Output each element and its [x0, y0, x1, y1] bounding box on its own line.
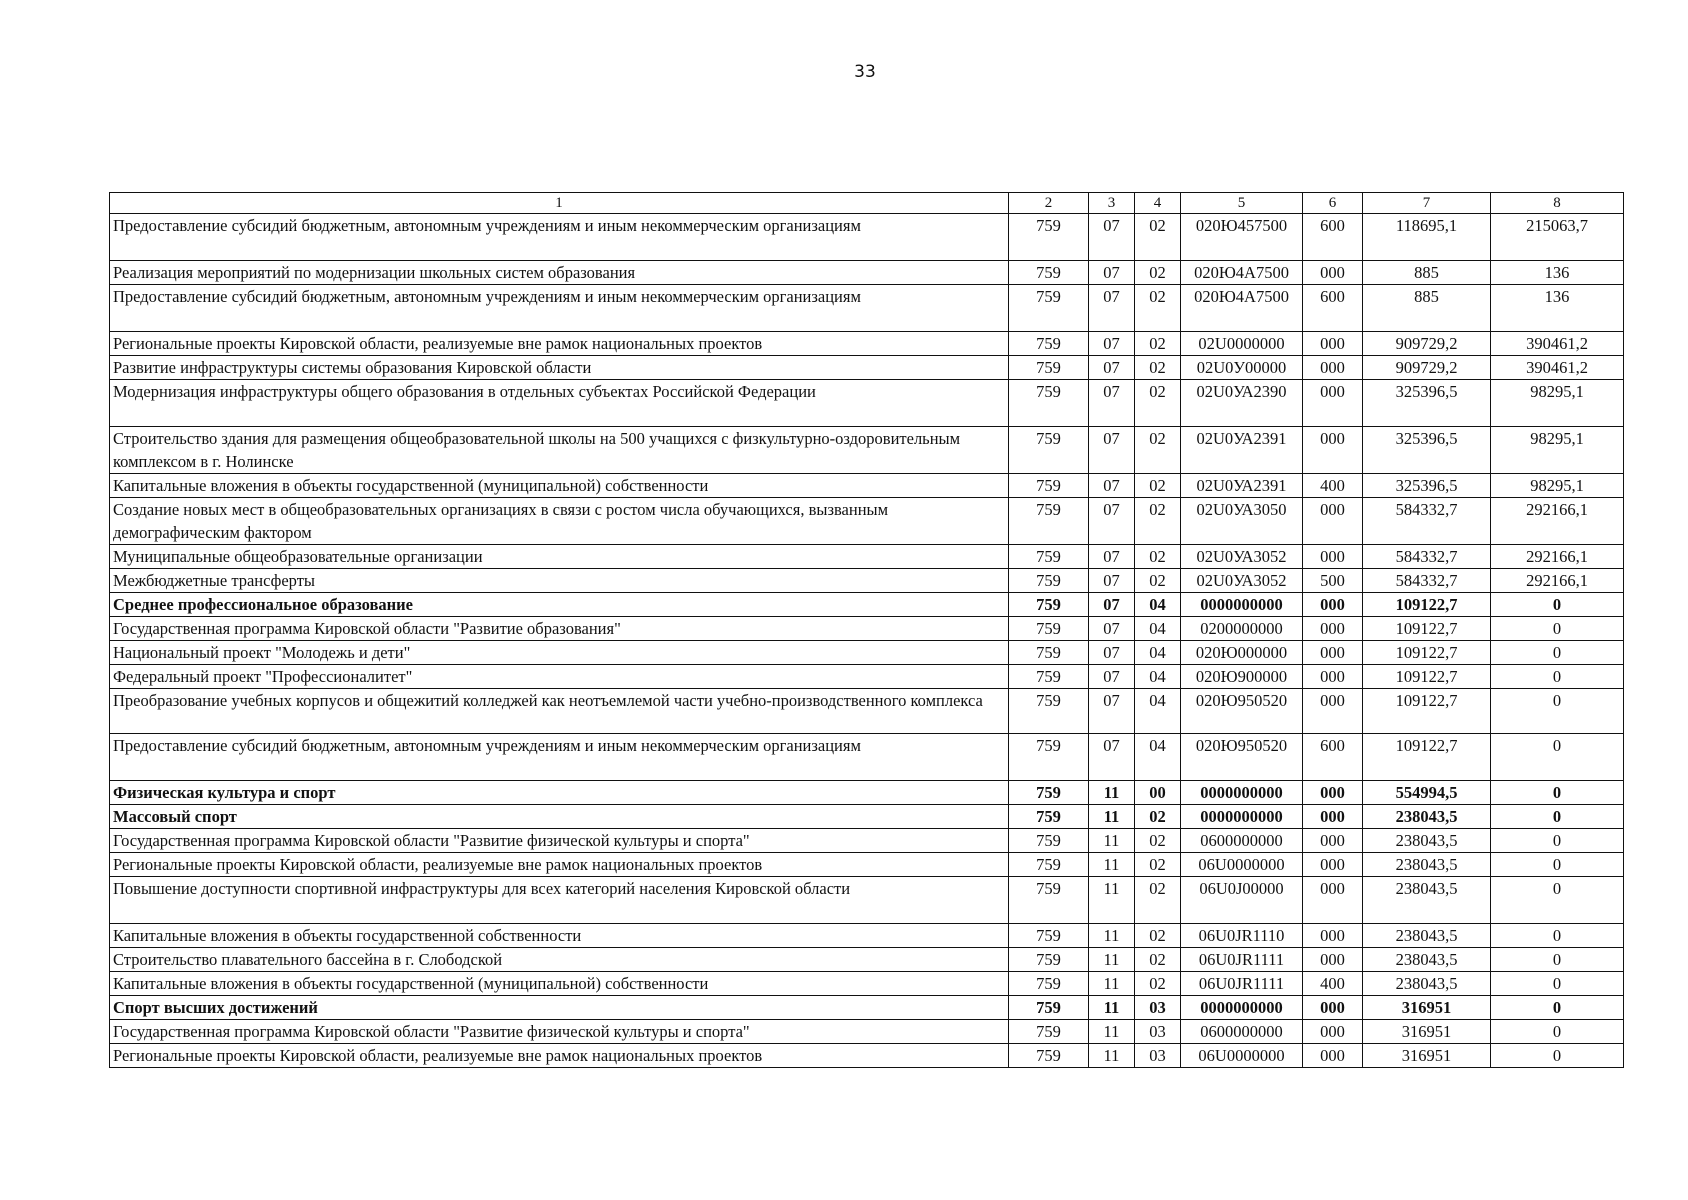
row-ved-cell: 759 [1009, 498, 1089, 545]
row-amount-1-cell: 584332,7 [1363, 569, 1491, 593]
row-amount-1-cell: 325396,5 [1363, 380, 1491, 427]
row-subsection-cell: 02 [1135, 972, 1181, 996]
row-amount-1-cell: 238043,5 [1363, 972, 1491, 996]
table-row [110, 924, 1624, 948]
row-amount-2-cell: 292166,1 [1491, 545, 1624, 569]
row-name-cell: Государственная программа Кировской области "Развитие физической культуры и спорта" [110, 1020, 1009, 1044]
row-expense-type-cell: 000 [1303, 593, 1363, 617]
row-target-code-cell: 06U0000000 [1181, 853, 1303, 877]
row-amount-1-cell: 238043,5 [1363, 805, 1491, 829]
row-amount-2-cell: 0 [1491, 1020, 1624, 1044]
row-ved-cell: 759 [1009, 689, 1089, 734]
row-section-cell: 07 [1089, 593, 1135, 617]
row-amount-1-cell: 238043,5 [1363, 924, 1491, 948]
row-target-code-cell: 02U0УА2391 [1181, 474, 1303, 498]
row-target-code-cell: 0000000000 [1181, 781, 1303, 805]
row-amount-2-cell: 0 [1491, 972, 1624, 996]
table-row [110, 261, 1624, 285]
column-header: 2 [1009, 193, 1089, 214]
row-target-code-cell: 02U0УА2391 [1181, 427, 1303, 474]
row-target-code-cell: 02U0УА3052 [1181, 569, 1303, 593]
table-row [110, 1020, 1624, 1044]
row-amount-1-cell: 885 [1363, 285, 1491, 332]
row-expense-type-cell: 000 [1303, 1020, 1363, 1044]
row-name-cell: Спорт высших достижений [110, 996, 1009, 1020]
table-row [110, 689, 1624, 734]
row-ved-cell: 759 [1009, 474, 1089, 498]
table-row [110, 569, 1624, 593]
row-name-cell: Физическая культура и спорт [110, 781, 1009, 805]
row-target-code-cell: 020Ю4А7500 [1181, 285, 1303, 332]
row-expense-type-cell: 000 [1303, 641, 1363, 665]
row-target-code-cell: 0200000000 [1181, 617, 1303, 641]
row-section-cell: 07 [1089, 261, 1135, 285]
row-amount-2-cell: 0 [1491, 665, 1624, 689]
row-expense-type-cell: 000 [1303, 332, 1363, 356]
row-name-cell: Региональные проекты Кировской области, реализуемые вне рамок национальных проектов [110, 332, 1009, 356]
row-amount-1-cell: 109122,7 [1363, 734, 1491, 781]
row-amount-1-cell: 909729,2 [1363, 332, 1491, 356]
table-row [110, 427, 1624, 474]
row-section-cell: 07 [1089, 641, 1135, 665]
row-name-cell: Реализация мероприятий по модернизации школьных систем образования [110, 261, 1009, 285]
row-ved-cell: 759 [1009, 877, 1089, 924]
row-amount-1-cell: 325396,5 [1363, 474, 1491, 498]
row-subsection-cell: 02 [1135, 332, 1181, 356]
row-target-code-cell: 06U0JR1110 [1181, 924, 1303, 948]
row-target-code-cell: 02U0УА2390 [1181, 380, 1303, 427]
row-target-code-cell: 0600000000 [1181, 829, 1303, 853]
row-name-cell: Национальный проект "Молодежь и дети" [110, 641, 1009, 665]
row-ved-cell: 759 [1009, 285, 1089, 332]
row-subsection-cell: 02 [1135, 877, 1181, 924]
row-amount-2-cell: 215063,7 [1491, 214, 1624, 261]
row-subsection-cell: 02 [1135, 380, 1181, 427]
row-expense-type-cell: 000 [1303, 805, 1363, 829]
row-section-cell: 07 [1089, 332, 1135, 356]
table-row [110, 593, 1624, 617]
row-target-code-cell: 02U0У00000 [1181, 356, 1303, 380]
row-amount-2-cell: 0 [1491, 996, 1624, 1020]
row-expense-type-cell: 000 [1303, 877, 1363, 924]
row-expense-type-cell: 000 [1303, 1044, 1363, 1068]
row-amount-1-cell: 885 [1363, 261, 1491, 285]
row-section-cell: 07 [1089, 214, 1135, 261]
row-target-code-cell: 020Ю000000 [1181, 641, 1303, 665]
row-ved-cell: 759 [1009, 617, 1089, 641]
row-name-cell: Среднее профессиональное образование [110, 593, 1009, 617]
row-target-code-cell: 020Ю457500 [1181, 214, 1303, 261]
row-name-cell: Региональные проекты Кировской области, реализуемые вне рамок национальных проектов [110, 1044, 1009, 1068]
row-amount-2-cell: 0 [1491, 689, 1624, 734]
row-expense-type-cell: 600 [1303, 214, 1363, 261]
row-subsection-cell: 02 [1135, 805, 1181, 829]
column-header: 4 [1135, 193, 1181, 214]
row-subsection-cell: 02 [1135, 924, 1181, 948]
row-ved-cell: 759 [1009, 641, 1089, 665]
row-section-cell: 07 [1089, 427, 1135, 474]
row-amount-2-cell: 0 [1491, 853, 1624, 877]
column-header: 5 [1181, 193, 1303, 214]
table-row [110, 853, 1624, 877]
row-name-cell: Федеральный проект "Профессионалитет" [110, 665, 1009, 689]
row-name-cell: Предоставление субсидий бюджетным, автономным учреждениям и иным некоммерческим организациям [110, 734, 1009, 781]
row-subsection-cell: 02 [1135, 545, 1181, 569]
row-ved-cell: 759 [1009, 1020, 1089, 1044]
table-row [110, 214, 1624, 261]
row-ved-cell: 759 [1009, 924, 1089, 948]
row-expense-type-cell: 000 [1303, 829, 1363, 853]
row-expense-type-cell: 000 [1303, 996, 1363, 1020]
table-row [110, 474, 1624, 498]
table-row [110, 498, 1624, 545]
row-expense-type-cell: 000 [1303, 545, 1363, 569]
row-subsection-cell: 04 [1135, 641, 1181, 665]
row-section-cell: 07 [1089, 617, 1135, 641]
row-section-cell: 07 [1089, 356, 1135, 380]
row-section-cell: 07 [1089, 380, 1135, 427]
row-target-code-cell: 0000000000 [1181, 996, 1303, 1020]
row-expense-type-cell: 400 [1303, 474, 1363, 498]
row-expense-type-cell: 000 [1303, 781, 1363, 805]
table-row [110, 1044, 1624, 1068]
row-amount-2-cell: 0 [1491, 877, 1624, 924]
column-header: 6 [1303, 193, 1363, 214]
column-header: 8 [1491, 193, 1624, 214]
row-section-cell: 11 [1089, 924, 1135, 948]
row-name-cell: Межбюджетные трансферты [110, 569, 1009, 593]
row-ved-cell: 759 [1009, 569, 1089, 593]
row-section-cell: 07 [1089, 665, 1135, 689]
table-row [110, 734, 1624, 781]
row-section-cell: 07 [1089, 569, 1135, 593]
column-header: 1 [110, 193, 1009, 214]
row-name-cell: Региональные проекты Кировской области, реализуемые вне рамок национальных проектов [110, 853, 1009, 877]
row-section-cell: 07 [1089, 689, 1135, 734]
row-ved-cell: 759 [1009, 332, 1089, 356]
row-ved-cell: 759 [1009, 665, 1089, 689]
table-row [110, 641, 1624, 665]
row-subsection-cell: 02 [1135, 285, 1181, 332]
row-subsection-cell: 04 [1135, 593, 1181, 617]
row-subsection-cell: 02 [1135, 948, 1181, 972]
row-amount-1-cell: 109122,7 [1363, 689, 1491, 734]
row-name-cell: Развитие инфраструктуры системы образования Кировской области [110, 356, 1009, 380]
row-subsection-cell: 02 [1135, 498, 1181, 545]
row-section-cell: 11 [1089, 829, 1135, 853]
row-amount-2-cell: 0 [1491, 924, 1624, 948]
row-section-cell: 11 [1089, 877, 1135, 924]
column-header: 3 [1089, 193, 1135, 214]
row-amount-1-cell: 109122,7 [1363, 665, 1491, 689]
row-amount-2-cell: 0 [1491, 641, 1624, 665]
row-subsection-cell: 03 [1135, 996, 1181, 1020]
row-expense-type-cell: 000 [1303, 356, 1363, 380]
budget-table [109, 192, 1624, 1068]
row-ved-cell: 759 [1009, 356, 1089, 380]
row-section-cell: 11 [1089, 948, 1135, 972]
row-name-cell: Повышение доступности спортивной инфраструктуры для всех категорий населения Кировской области [110, 877, 1009, 924]
row-amount-2-cell: 98295,1 [1491, 474, 1624, 498]
row-target-code-cell: 020Ю950520 [1181, 734, 1303, 781]
row-subsection-cell: 04 [1135, 734, 1181, 781]
table-row [110, 877, 1624, 924]
row-amount-2-cell: 390461,2 [1491, 356, 1624, 380]
row-expense-type-cell: 500 [1303, 569, 1363, 593]
row-section-cell: 11 [1089, 1020, 1135, 1044]
row-ved-cell: 759 [1009, 972, 1089, 996]
row-section-cell: 11 [1089, 805, 1135, 829]
row-amount-2-cell: 98295,1 [1491, 427, 1624, 474]
header-row [110, 193, 1624, 214]
row-target-code-cell: 0000000000 [1181, 593, 1303, 617]
row-amount-1-cell: 325396,5 [1363, 427, 1491, 474]
row-subsection-cell: 03 [1135, 1020, 1181, 1044]
row-subsection-cell: 04 [1135, 689, 1181, 734]
row-amount-1-cell: 238043,5 [1363, 948, 1491, 972]
row-name-cell: Капитальные вложения в объекты государственной собственности [110, 924, 1009, 948]
table-row [110, 545, 1624, 569]
row-amount-1-cell: 584332,7 [1363, 498, 1491, 545]
row-amount-2-cell: 292166,1 [1491, 498, 1624, 545]
row-name-cell: Капитальные вложения в объекты государственной (муниципальной) собственности [110, 474, 1009, 498]
row-target-code-cell: 06U0000000 [1181, 1044, 1303, 1068]
row-ved-cell: 759 [1009, 214, 1089, 261]
row-expense-type-cell: 000 [1303, 689, 1363, 734]
row-name-cell: Преобразование учебных корпусов и общежитий колледжей как неотъемлемой части учебно-производственного комплекса [110, 689, 1009, 734]
row-ved-cell: 759 [1009, 853, 1089, 877]
row-amount-2-cell: 0 [1491, 948, 1624, 972]
row-target-code-cell: 02U0000000 [1181, 332, 1303, 356]
row-amount-2-cell: 0 [1491, 617, 1624, 641]
row-ved-cell: 759 [1009, 427, 1089, 474]
row-expense-type-cell: 400 [1303, 972, 1363, 996]
row-name-cell: Создание новых мест в общеобразовательных организациях в связи с ростом числа обучающихся, вызванным демографическим фактором [110, 498, 1009, 545]
table-row [110, 972, 1624, 996]
row-amount-2-cell: 136 [1491, 285, 1624, 332]
row-ved-cell: 759 [1009, 261, 1089, 285]
row-subsection-cell: 02 [1135, 569, 1181, 593]
table-row [110, 380, 1624, 427]
row-amount-2-cell: 390461,2 [1491, 332, 1624, 356]
row-name-cell: Предоставление субсидий бюджетным, автономным учреждениям и иным некоммерческим организациям [110, 214, 1009, 261]
row-ved-cell: 759 [1009, 380, 1089, 427]
row-target-code-cell: 020Ю4А7500 [1181, 261, 1303, 285]
row-expense-type-cell: 000 [1303, 924, 1363, 948]
row-name-cell: Муниципальные общеобразовательные организации [110, 545, 1009, 569]
row-expense-type-cell: 000 [1303, 948, 1363, 972]
row-section-cell: 11 [1089, 781, 1135, 805]
row-target-code-cell: 06U0JR1111 [1181, 972, 1303, 996]
row-amount-2-cell: 136 [1491, 261, 1624, 285]
row-amount-2-cell: 0 [1491, 781, 1624, 805]
row-expense-type-cell: 000 [1303, 261, 1363, 285]
row-ved-cell: 759 [1009, 805, 1089, 829]
row-amount-2-cell: 0 [1491, 805, 1624, 829]
row-expense-type-cell: 000 [1303, 617, 1363, 641]
row-amount-1-cell: 109122,7 [1363, 593, 1491, 617]
row-ved-cell: 759 [1009, 593, 1089, 617]
row-ved-cell: 759 [1009, 734, 1089, 781]
row-name-cell: Государственная программа Кировской области "Развитие физической культуры и спорта" [110, 829, 1009, 853]
row-subsection-cell: 04 [1135, 665, 1181, 689]
row-subsection-cell: 02 [1135, 829, 1181, 853]
row-target-code-cell: 02U0УА3050 [1181, 498, 1303, 545]
row-amount-1-cell: 316951 [1363, 1044, 1491, 1068]
row-section-cell: 11 [1089, 972, 1135, 996]
row-expense-type-cell: 000 [1303, 853, 1363, 877]
table-row [110, 948, 1624, 972]
row-expense-type-cell: 000 [1303, 498, 1363, 545]
row-section-cell: 07 [1089, 498, 1135, 545]
row-amount-1-cell: 118695,1 [1363, 214, 1491, 261]
row-amount-1-cell: 238043,5 [1363, 877, 1491, 924]
column-header: 7 [1363, 193, 1491, 214]
row-section-cell: 11 [1089, 996, 1135, 1020]
row-subsection-cell: 02 [1135, 214, 1181, 261]
table-row [110, 665, 1624, 689]
row-subsection-cell: 00 [1135, 781, 1181, 805]
row-amount-2-cell: 0 [1491, 734, 1624, 781]
row-ved-cell: 759 [1009, 545, 1089, 569]
row-target-code-cell: 06U0JR1111 [1181, 948, 1303, 972]
table-row [110, 356, 1624, 380]
table-row [110, 996, 1624, 1020]
row-name-cell: Капитальные вложения в объекты государственной (муниципальной) собственности [110, 972, 1009, 996]
row-amount-1-cell: 238043,5 [1363, 829, 1491, 853]
row-amount-1-cell: 316951 [1363, 996, 1491, 1020]
row-subsection-cell: 02 [1135, 356, 1181, 380]
row-target-code-cell: 020Ю900000 [1181, 665, 1303, 689]
row-amount-1-cell: 909729,2 [1363, 356, 1491, 380]
row-amount-2-cell: 98295,1 [1491, 380, 1624, 427]
row-name-cell: Модернизация инфраструктуры общего образования в отдельных субъектах Российской Федерации [110, 380, 1009, 427]
row-section-cell: 11 [1089, 853, 1135, 877]
row-subsection-cell: 03 [1135, 1044, 1181, 1068]
row-target-code-cell: 020Ю950520 [1181, 689, 1303, 734]
table-row [110, 829, 1624, 853]
row-target-code-cell: 06U0J00000 [1181, 877, 1303, 924]
row-expense-type-cell: 000 [1303, 427, 1363, 474]
row-section-cell: 07 [1089, 474, 1135, 498]
row-expense-type-cell: 000 [1303, 665, 1363, 689]
row-target-code-cell: 0600000000 [1181, 1020, 1303, 1044]
row-expense-type-cell: 600 [1303, 285, 1363, 332]
row-amount-1-cell: 238043,5 [1363, 853, 1491, 877]
row-amount-1-cell: 109122,7 [1363, 617, 1491, 641]
row-amount-2-cell: 0 [1491, 593, 1624, 617]
row-name-cell: Массовый спорт [110, 805, 1009, 829]
row-name-cell: Государственная программа Кировской области "Развитие образования" [110, 617, 1009, 641]
row-subsection-cell: 02 [1135, 261, 1181, 285]
row-amount-1-cell: 554994,5 [1363, 781, 1491, 805]
row-amount-2-cell: 0 [1491, 829, 1624, 853]
row-ved-cell: 759 [1009, 829, 1089, 853]
row-section-cell: 11 [1089, 1044, 1135, 1068]
row-name-cell: Строительство плавательного бассейна в г. Слободской [110, 948, 1009, 972]
row-expense-type-cell: 000 [1303, 380, 1363, 427]
row-amount-1-cell: 584332,7 [1363, 545, 1491, 569]
row-ved-cell: 759 [1009, 996, 1089, 1020]
row-subsection-cell: 02 [1135, 474, 1181, 498]
table-row [110, 805, 1624, 829]
row-target-code-cell: 0000000000 [1181, 805, 1303, 829]
row-section-cell: 07 [1089, 285, 1135, 332]
table-row [110, 617, 1624, 641]
row-ved-cell: 759 [1009, 948, 1089, 972]
row-subsection-cell: 02 [1135, 853, 1181, 877]
row-subsection-cell: 02 [1135, 427, 1181, 474]
table-row [110, 781, 1624, 805]
row-name-cell: Строительство здания для размещения общеобразовательной школы на 500 учащихся с физкультурно-оздоровительным комплексом в г. Нолинске [110, 427, 1009, 474]
row-ved-cell: 759 [1009, 1044, 1089, 1068]
page-number: 33 [854, 62, 876, 82]
row-amount-2-cell: 292166,1 [1491, 569, 1624, 593]
row-amount-1-cell: 109122,7 [1363, 641, 1491, 665]
row-section-cell: 07 [1089, 545, 1135, 569]
row-subsection-cell: 04 [1135, 617, 1181, 641]
row-section-cell: 07 [1089, 734, 1135, 781]
row-ved-cell: 759 [1009, 781, 1089, 805]
row-amount-1-cell: 316951 [1363, 1020, 1491, 1044]
row-expense-type-cell: 600 [1303, 734, 1363, 781]
table-row [110, 285, 1624, 332]
row-target-code-cell: 02U0УА3052 [1181, 545, 1303, 569]
row-name-cell: Предоставление субсидий бюджетным, автономным учреждениям и иным некоммерческим организациям [110, 285, 1009, 332]
table-row [110, 332, 1624, 356]
row-amount-2-cell: 0 [1491, 1044, 1624, 1068]
